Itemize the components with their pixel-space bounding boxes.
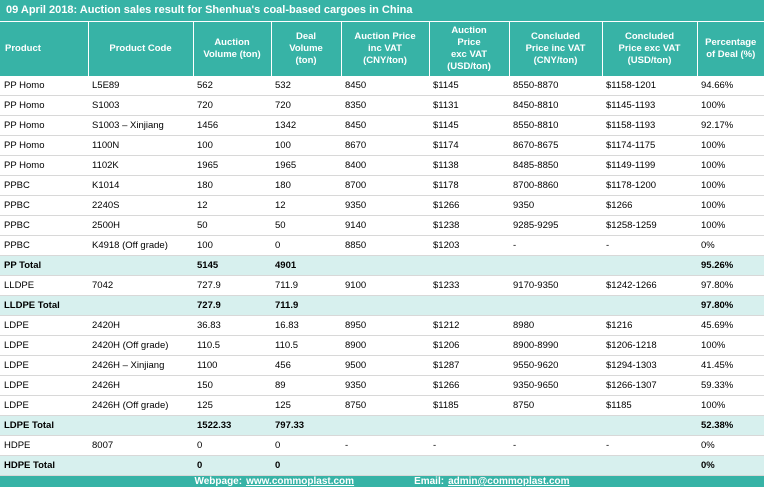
table-cell: 36.83 xyxy=(193,316,271,336)
column-header-product: Product xyxy=(0,22,88,76)
footer-webpage xyxy=(194,476,354,487)
table-total-row xyxy=(0,256,764,276)
table-cell: 50 xyxy=(193,216,271,236)
table-cell: 59.33% xyxy=(697,376,764,396)
column-header-auction-volume: Auction Volume (ton) xyxy=(193,22,271,76)
table-cell: 8670-8675 xyxy=(509,136,602,156)
table-cell: 8550-8810 xyxy=(509,116,602,136)
column-header-deal-volume: Deal Volume (ton) xyxy=(271,22,341,76)
table-row xyxy=(0,216,764,236)
column-header-concluded-price-inc-vat: Concluded Price inc VAT (CNY/ton) xyxy=(509,22,602,76)
table-cell: LDPE Total xyxy=(0,416,88,436)
table-cell: 532 xyxy=(271,76,341,96)
table-cell: 0 xyxy=(271,236,341,256)
table-cell: 12 xyxy=(271,196,341,216)
table-cell: $1145 xyxy=(429,76,509,96)
table-cell: PPBC xyxy=(0,236,88,256)
table-cell: 8700-8860 xyxy=(509,176,602,196)
table-cell: 9285-9295 xyxy=(509,216,602,236)
table-cell: - xyxy=(602,436,697,456)
table-cell: 8980 xyxy=(509,316,602,336)
column-header-auction-price-inc-vat: Auction Price inc VAT (CNY/ton) xyxy=(341,22,429,76)
table-cell: 8007 xyxy=(88,436,193,456)
table-row xyxy=(0,356,764,376)
table-cell: HDPE xyxy=(0,436,88,456)
table-cell: 8550-8870 xyxy=(509,76,602,96)
table-cell: 100% xyxy=(697,196,764,216)
table-cell: 8900-8990 xyxy=(509,336,602,356)
table-cell: $1266 xyxy=(429,196,509,216)
table-cell: 100% xyxy=(697,176,764,196)
column-header-percentage-of-deal: Percentage of Deal (%) xyxy=(697,22,764,76)
table-cell: 2420H xyxy=(88,316,193,336)
table-cell: 0% xyxy=(697,436,764,456)
table-cell: 8450 xyxy=(341,76,429,96)
table-cell: S1003 xyxy=(88,96,193,116)
table-cell: 1456 xyxy=(193,116,271,136)
table-cell: 2420H (Off grade) xyxy=(88,336,193,356)
table-cell xyxy=(88,456,193,476)
table-cell: 711.9 xyxy=(271,296,341,316)
table-cell xyxy=(509,256,602,276)
footer-email-link[interactable]: admin@commoplast.com xyxy=(448,476,570,487)
table-cell: 9350 xyxy=(341,376,429,396)
table-cell: 1102K xyxy=(88,156,193,176)
table-cell xyxy=(602,416,697,436)
table-cell: 9500 xyxy=(341,356,429,376)
table-cell: K1014 xyxy=(88,176,193,196)
table-cell: LDPE xyxy=(0,396,88,416)
table-cell: PP Homo xyxy=(0,136,88,156)
table-body xyxy=(0,76,764,476)
table-cell: 8450-8810 xyxy=(509,96,602,116)
table-row xyxy=(0,396,764,416)
table-row xyxy=(0,76,764,96)
table-cell: $1178-1200 xyxy=(602,176,697,196)
table-cell: 45.69% xyxy=(697,316,764,336)
table-total-row xyxy=(0,296,764,316)
table-cell: HDPE Total xyxy=(0,456,88,476)
table-cell: 50 xyxy=(271,216,341,236)
table-cell: $1266 xyxy=(429,376,509,396)
table-cell: 0 xyxy=(271,436,341,456)
table-cell: LLDPE xyxy=(0,276,88,296)
table-cell xyxy=(602,296,697,316)
table-cell xyxy=(341,416,429,436)
table-cell: $1178 xyxy=(429,176,509,196)
table-cell: $1174 xyxy=(429,136,509,156)
table-cell: 0% xyxy=(697,456,764,476)
table-cell: 180 xyxy=(271,176,341,196)
table-cell: 8900 xyxy=(341,336,429,356)
table-cell: 9550-9620 xyxy=(509,356,602,376)
table-cell: 9170-9350 xyxy=(509,276,602,296)
table-cell xyxy=(341,456,429,476)
table-cell: 9350-9650 xyxy=(509,376,602,396)
table-cell xyxy=(88,416,193,436)
table-cell: 7042 xyxy=(88,276,193,296)
column-header-product-code: Product Code xyxy=(88,22,193,76)
table-cell: 9350 xyxy=(509,196,602,216)
table-cell: $1158-1193 xyxy=(602,116,697,136)
footer-email-label: Email: xyxy=(414,476,445,487)
table-cell: 0% xyxy=(697,236,764,256)
table-cell: 727.9 xyxy=(193,276,271,296)
table-cell: $1206-1218 xyxy=(602,336,697,356)
table-cell: $1294-1303 xyxy=(602,356,697,376)
table-cell: 8750 xyxy=(509,396,602,416)
table-cell: $1212 xyxy=(429,316,509,336)
table-total-row xyxy=(0,456,764,476)
table-cell xyxy=(429,296,509,316)
table-cell: - xyxy=(509,236,602,256)
table-cell: 9350 xyxy=(341,196,429,216)
table-cell: 110.5 xyxy=(193,336,271,356)
table-cell: - xyxy=(602,236,697,256)
table-cell: $1174-1175 xyxy=(602,136,697,156)
table-cell: $1233 xyxy=(429,276,509,296)
table-cell: 456 xyxy=(271,356,341,376)
table-cell: 1965 xyxy=(271,156,341,176)
table-cell xyxy=(509,456,602,476)
table-cell: 727.9 xyxy=(193,296,271,316)
table-cell: 2240S xyxy=(88,196,193,216)
table-cell: 711.9 xyxy=(271,276,341,296)
table-cell xyxy=(429,456,509,476)
table-cell: 94.66% xyxy=(697,76,764,96)
footer-webpage-label: Webpage: xyxy=(194,476,243,487)
table-cell: $1138 xyxy=(429,156,509,176)
table-cell: 797.33 xyxy=(271,416,341,436)
table-cell xyxy=(509,296,602,316)
table-cell: 100 xyxy=(271,136,341,156)
table-cell: 100% xyxy=(697,396,764,416)
table-cell: 1965 xyxy=(193,156,271,176)
column-header-auction-price-exc-vat: Auction Price exc VAT (USD/ton) xyxy=(429,22,509,76)
table-cell: 180 xyxy=(193,176,271,196)
table-cell: 100 xyxy=(193,236,271,256)
table-cell: 720 xyxy=(193,96,271,116)
table-row xyxy=(0,316,764,336)
table-cell: 8750 xyxy=(341,396,429,416)
table-cell: 125 xyxy=(271,396,341,416)
table-cell: 100% xyxy=(697,156,764,176)
table-cell: $1206 xyxy=(429,336,509,356)
table-cell: 97.80% xyxy=(697,296,764,316)
table-cell: PP Homo xyxy=(0,156,88,176)
table-cell: - xyxy=(429,436,509,456)
table-cell: 9140 xyxy=(341,216,429,236)
table-cell: 8350 xyxy=(341,96,429,116)
table-cell: 2426H – Xinjiang xyxy=(88,356,193,376)
table-row xyxy=(0,196,764,216)
table-cell: 8400 xyxy=(341,156,429,176)
table-cell: 8950 xyxy=(341,316,429,336)
table-cell xyxy=(602,456,697,476)
table-cell: $1238 xyxy=(429,216,509,236)
table-cell: $1158-1201 xyxy=(602,76,697,96)
table-cell: 8450 xyxy=(341,116,429,136)
table-cell: L5E89 xyxy=(88,76,193,96)
table-cell: PP Homo xyxy=(0,76,88,96)
table-cell: 0 xyxy=(271,456,341,476)
table-cell: $1287 xyxy=(429,356,509,376)
table-row xyxy=(0,376,764,396)
table-cell: 562 xyxy=(193,76,271,96)
table-cell: 100% xyxy=(697,216,764,236)
table-cell: PPBC xyxy=(0,216,88,236)
table-row xyxy=(0,336,764,356)
table-cell: 12 xyxy=(193,196,271,216)
table-cell: 1100N xyxy=(88,136,193,156)
table-row xyxy=(0,156,764,176)
table-cell: 8850 xyxy=(341,236,429,256)
table-cell: 125 xyxy=(193,396,271,416)
table-cell: 1522.33 xyxy=(193,416,271,436)
table-cell: PP Homo xyxy=(0,116,88,136)
table-cell: LDPE xyxy=(0,356,88,376)
table-cell: 720 xyxy=(271,96,341,116)
table-cell: 52.38% xyxy=(697,416,764,436)
table-cell: 9100 xyxy=(341,276,429,296)
table-cell: 89 xyxy=(271,376,341,396)
column-header-concluded-price-exc-vat: Concluded Price exc VAT (USD/ton) xyxy=(602,22,697,76)
table-cell: 0 xyxy=(193,456,271,476)
table-cell: 110.5 xyxy=(271,336,341,356)
table-cell: S1003 – Xinjiang xyxy=(88,116,193,136)
table-cell: 8485-8850 xyxy=(509,156,602,176)
table-cell: $1131 xyxy=(429,96,509,116)
table-cell: PP Homo xyxy=(0,96,88,116)
table-cell: 100% xyxy=(697,96,764,116)
table-cell: $1258-1259 xyxy=(602,216,697,236)
table-cell xyxy=(341,296,429,316)
table-cell: 97.80% xyxy=(697,276,764,296)
table-row xyxy=(0,236,764,256)
header-row xyxy=(0,22,764,76)
table-cell: 100% xyxy=(697,336,764,356)
table-cell: 8670 xyxy=(341,136,429,156)
table-cell xyxy=(429,416,509,436)
table-cell: 100% xyxy=(697,136,764,156)
table-cell xyxy=(341,256,429,276)
table-cell: $1216 xyxy=(602,316,697,336)
table-cell: 95.26% xyxy=(697,256,764,276)
table-cell: LDPE xyxy=(0,376,88,396)
table-cell: $1185 xyxy=(602,396,697,416)
table-cell xyxy=(429,256,509,276)
table-cell: 4901 xyxy=(271,256,341,276)
table-cell: 100 xyxy=(193,136,271,156)
table-cell: $1149-1199 xyxy=(602,156,697,176)
table-cell: $1145-1193 xyxy=(602,96,697,116)
table-cell: LDPE xyxy=(0,316,88,336)
table-cell: 5145 xyxy=(193,256,271,276)
table-cell: 2500H xyxy=(88,216,193,236)
table-cell: PPBC xyxy=(0,176,88,196)
table-cell: PP Total xyxy=(0,256,88,276)
table-row xyxy=(0,276,764,296)
table-row xyxy=(0,136,764,156)
page-title: 09 April 2018: Auction sales result for Shenhua's coal-based cargoes in China xyxy=(0,0,764,22)
table-cell: - xyxy=(509,436,602,456)
footer-webpage-link[interactable]: www.commoplast.com xyxy=(246,476,355,487)
table-cell: 41.45% xyxy=(697,356,764,376)
table-header xyxy=(0,22,764,76)
table-cell: PPBC xyxy=(0,196,88,216)
table-cell: 92.17% xyxy=(697,116,764,136)
auction-results-table xyxy=(0,22,764,476)
table-cell: - xyxy=(341,436,429,456)
table-cell: LDPE xyxy=(0,336,88,356)
table-cell: 1100 xyxy=(193,356,271,376)
footer-email xyxy=(414,476,569,487)
table-cell xyxy=(88,296,193,316)
table-cell: $1203 xyxy=(429,236,509,256)
footer-bar xyxy=(0,476,764,487)
table-cell: 1342 xyxy=(271,116,341,136)
table-cell: 2426H xyxy=(88,376,193,396)
table-cell: 16.83 xyxy=(271,316,341,336)
table-cell xyxy=(509,416,602,436)
table-cell: $1266-1307 xyxy=(602,376,697,396)
table-cell: 8700 xyxy=(341,176,429,196)
table-row xyxy=(0,96,764,116)
table-row xyxy=(0,436,764,456)
table-cell: 150 xyxy=(193,376,271,396)
table-cell: K4918 (Off grade) xyxy=(88,236,193,256)
table-cell: 2426H (Off grade) xyxy=(88,396,193,416)
table-cell: $1145 xyxy=(429,116,509,136)
table-row xyxy=(0,176,764,196)
table-row xyxy=(0,116,764,136)
table-cell: $1185 xyxy=(429,396,509,416)
table-cell: $1242-1266 xyxy=(602,276,697,296)
table-cell: $1266 xyxy=(602,196,697,216)
table-cell xyxy=(602,256,697,276)
table-cell xyxy=(88,256,193,276)
table-cell: LLDPE Total xyxy=(0,296,88,316)
table-total-row xyxy=(0,416,764,436)
table-cell: 0 xyxy=(193,436,271,456)
